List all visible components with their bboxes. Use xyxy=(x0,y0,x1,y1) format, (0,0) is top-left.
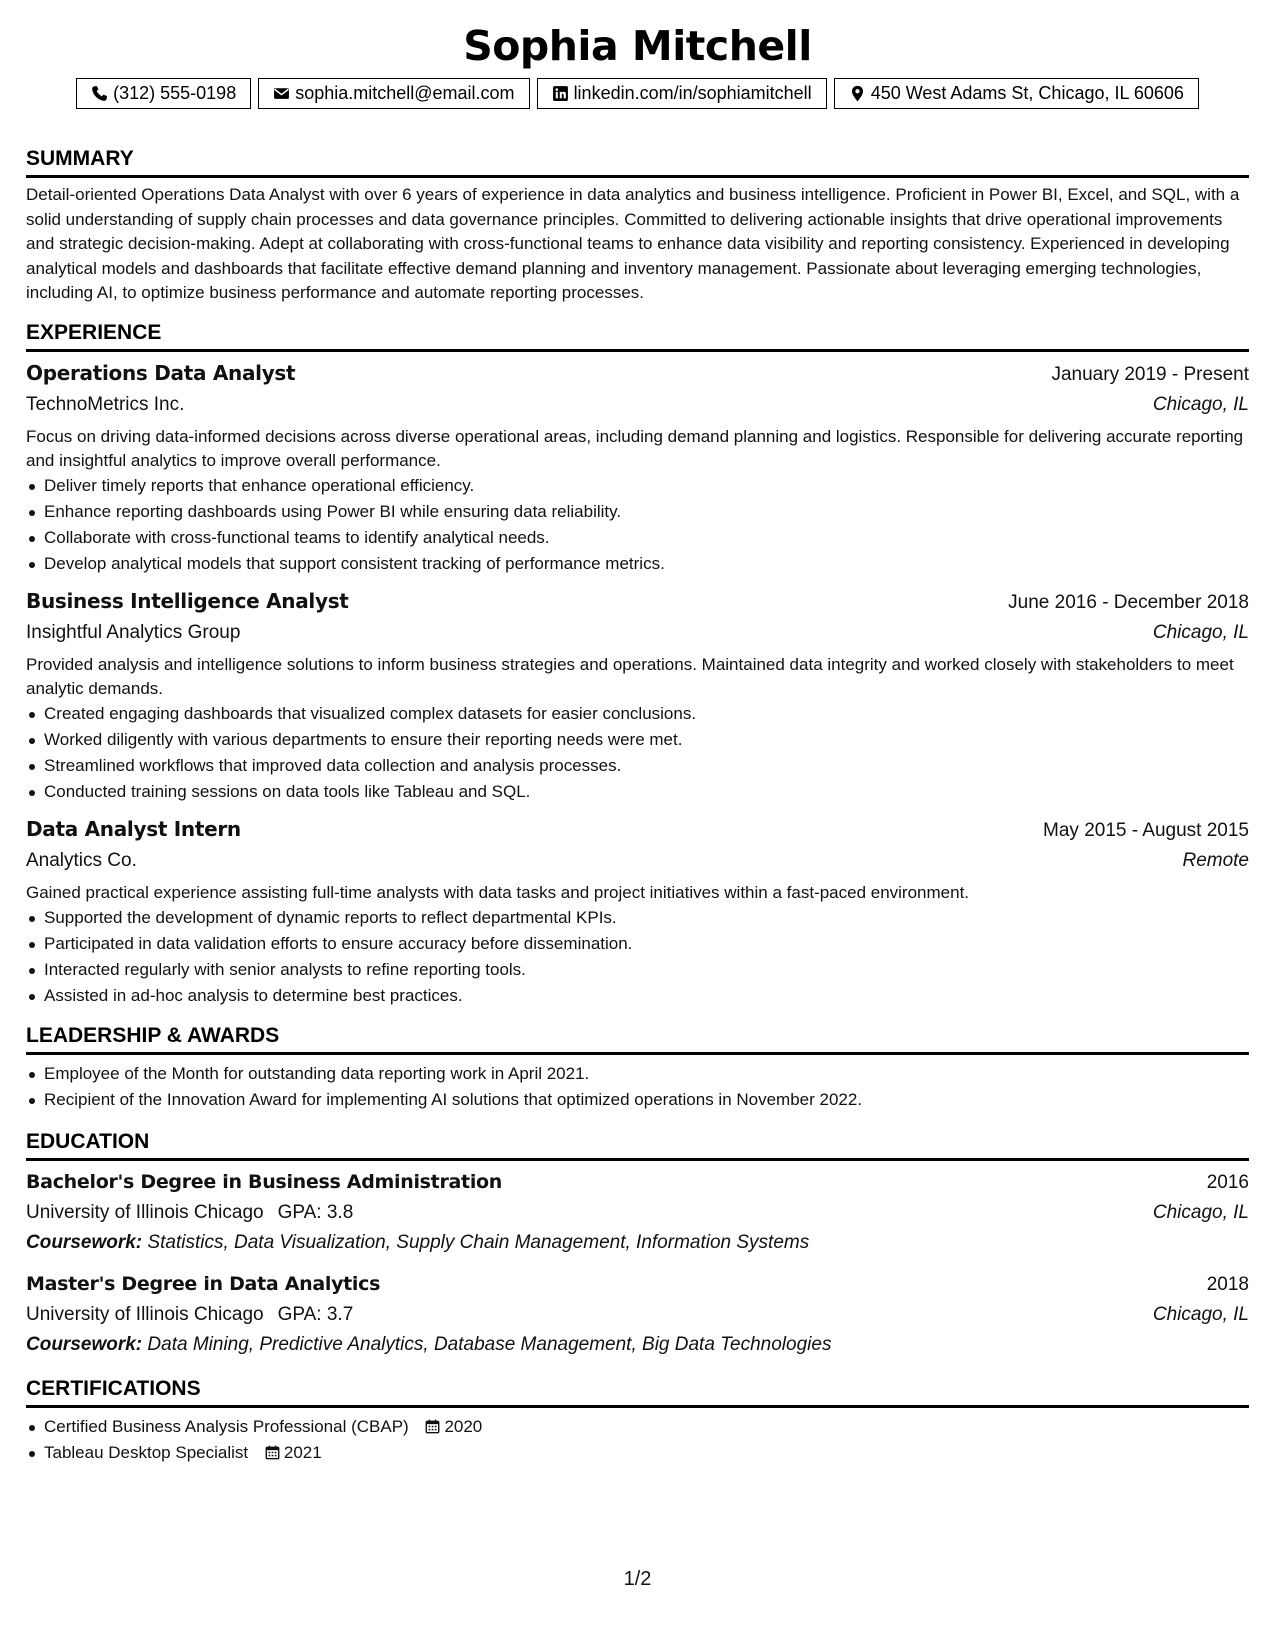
certifications-section xyxy=(26,1376,1249,1466)
certification-item xyxy=(26,1414,1249,1440)
job-title: Data Analyst Intern xyxy=(26,816,241,841)
bullet-item: Conducted training sessions on data tools like Tableau and SQL. xyxy=(26,779,1249,805)
education-entry xyxy=(26,1167,1249,1258)
job-company: Analytics Co. xyxy=(26,849,137,871)
job-location: Remote xyxy=(1182,849,1249,871)
certifications-list xyxy=(26,1414,1249,1466)
bullet-item: Collaborate with cross-functional teams to identify analytical needs. xyxy=(26,525,1249,551)
bullet-item: Enhance reporting dashboards using Power BI while ensuring data reliability. xyxy=(26,499,1249,525)
degree-year: 2018 xyxy=(1206,1273,1249,1295)
bullet-item: Assisted in ad-hoc analysis to determine best practices. xyxy=(26,983,1249,1009)
job-bullets xyxy=(26,905,1249,1009)
phone-icon xyxy=(91,85,108,102)
job-bullets xyxy=(26,701,1249,805)
job-bullets xyxy=(26,473,1249,577)
summary-section xyxy=(26,146,1249,306)
school-location: Chicago, IL xyxy=(1152,1201,1249,1223)
job-dates: May 2015 - August 2015 xyxy=(1043,819,1249,841)
resume-page xyxy=(26,18,1249,1466)
certification-name: Tableau Desktop Specialist xyxy=(44,1442,249,1462)
contact-phone[interactable] xyxy=(76,78,251,109)
coursework-label: Coursework: xyxy=(26,1231,143,1253)
education-section xyxy=(26,1129,1249,1360)
summary-text: Detail-oriented Operations Data Analyst with over 6 years of experience in data analytics and business intelligence. Proficient in Power BI, Excel, and SQL, with a solid understanding of supply chain processes and data governance principles. Committed to delivering actionable insights that drive operational improvements and strategic decision-making. Adept at collaborating with cross-functional teams to enhance data visibility and reporting consistency. Experienced in developing analytical models and dashboards that facilitate effective demand planning and inventory management. Passionate about leveraging emerging technologies, including AI, to optimize business performance and automate reporting processes. xyxy=(26,185,1240,302)
job-entry xyxy=(26,358,1249,577)
school-name: University of Illinois Chicago xyxy=(26,1303,264,1325)
bullet-item: Participated in data validation efforts to ensure accuracy before dissemination. xyxy=(26,931,1249,957)
school-line xyxy=(26,1198,353,1228)
envelope-icon xyxy=(273,85,290,102)
summary-heading: SUMMARY xyxy=(26,146,1249,178)
email-text: sophia.mitchell@email.com xyxy=(295,83,515,103)
job-entry xyxy=(26,814,1249,1009)
certifications-heading: CERTIFICATIONS xyxy=(26,1376,1249,1408)
bullet-item: Supported the development of dynamic reports to reflect departmental KPIs. xyxy=(26,905,1249,931)
job-dates: January 2019 - Present xyxy=(1051,363,1249,385)
awards-section xyxy=(26,1023,1249,1113)
bullet-item: Deliver timely reports that enhance operational efficiency. xyxy=(26,473,1249,499)
job-location: Chicago, IL xyxy=(1152,621,1249,643)
awards-heading: LEADERSHIP & AWARDS xyxy=(26,1023,1249,1055)
award-item: Recipient of the Innovation Award for implementing AI solutions that optimized operations in November 2022. xyxy=(26,1087,1249,1113)
contact-row xyxy=(26,78,1249,109)
award-item: Employee of the Month for outstanding data reporting work in April 2021. xyxy=(26,1061,1249,1087)
linkedin-text: linkedin.com/in/sophiamitchell xyxy=(573,83,812,103)
calendar-icon xyxy=(425,1419,440,1434)
school-location: Chicago, IL xyxy=(1152,1303,1249,1325)
school-line xyxy=(26,1300,353,1330)
degree-title: Master's Degree in Data Analytics xyxy=(26,1272,381,1295)
degree-year: 2016 xyxy=(1206,1171,1249,1193)
job-company: Insightful Analytics Group xyxy=(26,621,241,643)
job-location: Chicago, IL xyxy=(1152,393,1249,415)
candidate-name: Sophia Mitchell xyxy=(463,22,812,70)
education-entry xyxy=(26,1269,1249,1360)
coursework xyxy=(26,1228,1249,1258)
school-name: University of Illinois Chicago xyxy=(26,1201,264,1223)
job-entry xyxy=(26,586,1249,805)
address-text: 450 West Adams St, Chicago, IL 60606 xyxy=(870,83,1184,103)
gpa: GPA: 3.8 xyxy=(277,1201,354,1223)
bullet-item: Streamlined workflows that improved data collection and analysis processes. xyxy=(26,753,1249,779)
linkedin-icon xyxy=(552,85,569,102)
experience-section xyxy=(26,320,1249,1009)
job-title: Operations Data Analyst xyxy=(26,360,296,385)
map-marker-icon xyxy=(849,85,866,102)
job-company: TechnoMetrics Inc. xyxy=(26,393,185,415)
job-description: Gained practical experience assisting full-time analysts with data tasks and project initiatives within a fast-paced environment. xyxy=(26,882,970,902)
coursework-list: Statistics, Data Visualization, Supply Chain Management, Information Systems xyxy=(147,1231,810,1253)
contact-address[interactable] xyxy=(834,78,1199,109)
contact-linkedin[interactable] xyxy=(537,78,827,109)
job-dates: June 2016 - December 2018 xyxy=(1008,591,1249,613)
coursework-label: Coursework: xyxy=(26,1333,143,1355)
certification-name: Certified Business Analysis Professional (CBAP) xyxy=(44,1416,409,1436)
coursework-list: Data Mining, Predictive Analytics, Database Management, Big Data Technologies xyxy=(147,1333,832,1355)
certification-year: 2021 xyxy=(283,1442,322,1462)
phone-text: (312) 555-0198 xyxy=(113,83,237,103)
bullet-item: Interacted regularly with senior analysts to refine reporting tools. xyxy=(26,957,1249,983)
page-number: 1/2 xyxy=(623,1568,652,1590)
degree-title: Bachelor's Degree in Business Administration xyxy=(26,1170,503,1193)
calendar-icon xyxy=(265,1445,280,1460)
bullet-item: Worked diligently with various departments to ensure their reporting needs were met. xyxy=(26,727,1249,753)
job-description: Provided analysis and intelligence solutions to inform business strategies and operations. Maintained data integrity and worked closely with stakeholders to meet analytic demands. xyxy=(26,654,1234,698)
coursework xyxy=(26,1330,1249,1360)
awards-list xyxy=(26,1061,1249,1113)
contact-email[interactable] xyxy=(258,78,529,109)
job-description: Focus on driving data-informed decisions across diverse operational areas, including demand planning and logistics. Responsible for delivering accurate reporting and insightful analytics to improve overall performance. xyxy=(26,426,1244,470)
education-heading: EDUCATION xyxy=(26,1129,1249,1161)
bullet-item: Develop analytical models that support consistent tracking of performance metrics. xyxy=(26,551,1249,577)
bullet-item: Created engaging dashboards that visualized complex datasets for easier conclusions. xyxy=(26,701,1249,727)
certification-item xyxy=(26,1440,1249,1466)
gpa: GPA: 3.7 xyxy=(277,1303,354,1325)
experience-heading: EXPERIENCE xyxy=(26,320,1249,352)
job-title: Business Intelligence Analyst xyxy=(26,588,349,613)
certification-year: 2020 xyxy=(444,1416,483,1436)
